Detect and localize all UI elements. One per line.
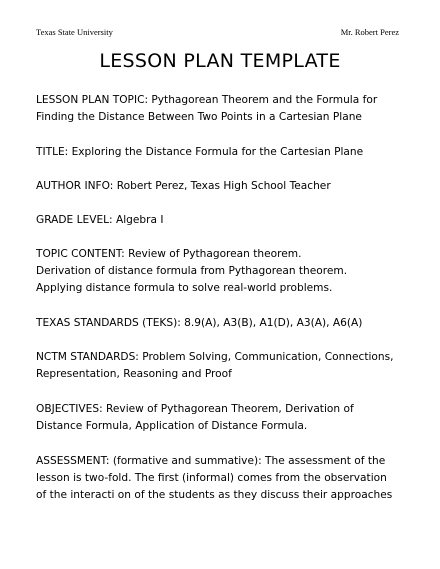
assessment-line: ASSESSMENT: (formative and summative): The assessment of the (36, 455, 386, 467)
author-info-line: AUTHOR INFO: Robert Perez, Texas High School Teacher (36, 180, 331, 192)
objectives-line: OBJECTIVES: Review of Pythagorean Theorem, Derivation of (36, 403, 354, 415)
title-section (36, 144, 408, 161)
page-title: LESSON PLAN TEMPLATE (99, 50, 341, 72)
objectives-line: Distance Formula, Application of Distance Formula. (36, 420, 308, 432)
topic-content-line: Applying distance formula to solve real-world problems. (36, 282, 333, 294)
assessment-line: lesson is two-fold. The first (informal) comes from the observation (36, 472, 387, 484)
header-author: Mr. Robert Perez (340, 27, 399, 37)
nctm-standards-section (36, 349, 408, 383)
title-line: TITLE: Exploring the Distance Formula for the Cartesian Plane (36, 146, 364, 158)
topic-content-line: TOPIC CONTENT: Review of Pythagorean theorem. (36, 248, 302, 260)
grade-level-line: GRADE LEVEL: Algebra I (36, 214, 164, 226)
nctm-standards-line: Representation, Reasoning and Proof (36, 368, 232, 380)
grade-level-section (36, 212, 408, 229)
lesson-topic-line: LESSON PLAN TOPIC: Pythagorean Theorem and the Formula for (36, 94, 378, 106)
texas-standards-section (36, 315, 408, 332)
header-institution: Texas State University (36, 27, 113, 37)
assessment-line: of the interacti on of the students as they discuss their approaches (36, 489, 393, 501)
assessment-section (36, 453, 408, 504)
objectives-section (36, 401, 408, 435)
texas-standards-line: TEXAS STANDARDS (TEKS): 8.9(A), A3(B), A1(D), A3(A), A6(A) (36, 317, 363, 329)
lesson-topic-line: Finding the Distance Between Two Points in a Cartesian Plane (36, 111, 362, 123)
nctm-standards-line: NCTM STANDARDS: Problem Solving, Communication, Connections, (36, 351, 394, 363)
topic-content-line: Derivation of distance formula from Pythagorean theorem. (36, 265, 348, 277)
lesson-topic-section (36, 92, 408, 126)
topic-content-section (36, 246, 408, 297)
author-info-section (36, 178, 408, 195)
